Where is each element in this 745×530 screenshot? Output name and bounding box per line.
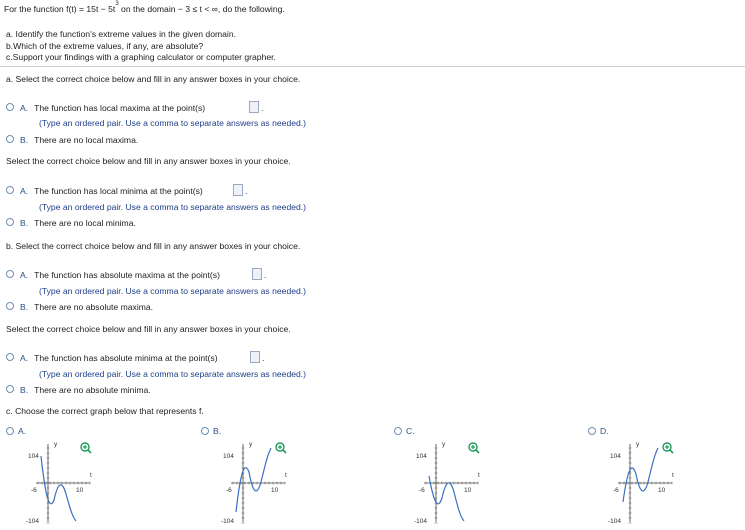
y-min-label: -104: [221, 518, 235, 525]
instruction-generic-1: Select the correct choice below and fill in any answer boxes in your choice.: [6, 156, 291, 166]
graph-plot: [32, 442, 92, 524]
graph-letter: D.: [600, 426, 609, 436]
y-axis-label: y: [636, 441, 640, 448]
function-curve: [236, 448, 271, 512]
radio-abs-min-b[interactable]: [6, 385, 14, 393]
answer-box-abs-min[interactable]: [250, 351, 260, 363]
option-abs-max-b[interactable]: B. There are no absolute maxima.: [20, 302, 154, 312]
radio-abs-max-b[interactable]: [6, 302, 14, 310]
radio-local-max-b[interactable]: [6, 135, 14, 143]
y-min-label: -104: [414, 518, 428, 525]
graph-letter: A.: [18, 426, 27, 436]
zoom-in-icon[interactable]: [275, 442, 287, 454]
y-min-label: -104: [608, 518, 622, 525]
graph-option-c[interactable]: [394, 426, 544, 526]
option-local-max-a[interactable]: A. The function has local maxima at the point(s): [20, 103, 206, 113]
graph-plot: [614, 442, 674, 524]
option-local-min-b[interactable]: B. There are no local minima.: [20, 218, 136, 228]
hint-local-min: (Type an ordered pair. Use a comma to separate answers as needed.): [39, 202, 307, 212]
zoom-in-icon[interactable]: [80, 442, 92, 454]
y-max-label: 104: [416, 453, 427, 460]
graph-letter: B.: [213, 426, 222, 436]
x-axis-label: t: [90, 472, 92, 479]
option-abs-min-b[interactable]: B. There are no absolute minima.: [20, 385, 151, 395]
option-local-min-a[interactable]: A. The function has local minima at the point(s): [20, 186, 203, 196]
radio-graph-d[interactable]: [588, 427, 596, 435]
graph-option-a[interactable]: [6, 426, 156, 526]
y-max-label: 104: [28, 453, 39, 460]
hint-abs-min: (Type an ordered pair. Use a comma to separate answers as needed.): [39, 369, 307, 379]
radio-local-min-b[interactable]: [6, 218, 14, 226]
task-c: c.Support your findings with a graphing calculator or computer grapher.: [6, 52, 276, 62]
x-min-label: -6: [31, 487, 37, 494]
radio-local-min-a[interactable]: [6, 186, 14, 194]
function-curve: [41, 456, 76, 521]
answer-box-local-max[interactable]: [249, 101, 259, 113]
hint-abs-max: (Type an ordered pair. Use a comma to separate answers as needed.): [39, 286, 307, 296]
x-min-label: -6: [419, 487, 425, 494]
x-max-label: 10: [464, 487, 472, 494]
graph-option-b[interactable]: [201, 426, 351, 526]
instruction-part-b: b. Select the correct choice below and fill in any answer boxes in your choice.: [6, 241, 301, 251]
option-abs-min-a[interactable]: A. The function has absolute minima at the point(s): [20, 353, 218, 363]
radio-graph-c[interactable]: [394, 427, 402, 435]
radio-graph-a[interactable]: [6, 427, 14, 435]
graph-plot: [227, 442, 287, 524]
graph-plot: [420, 442, 480, 524]
option-abs-max-a[interactable]: A. The function has absolute maxima at the point(s): [20, 270, 220, 280]
graph-option-d[interactable]: [588, 426, 738, 526]
function-curve: [623, 448, 658, 502]
divider: [0, 66, 745, 67]
y-axis-label: y: [249, 441, 253, 448]
graph-letter: C.: [406, 426, 415, 436]
x-max-label: 10: [76, 487, 84, 494]
option-local-max-b[interactable]: B. There are no local maxima.: [20, 135, 139, 145]
task-list: [6, 29, 276, 64]
y-axis-label: y: [54, 441, 58, 448]
radio-graph-b[interactable]: [201, 427, 209, 435]
x-axis-label: t: [478, 472, 480, 479]
x-min-label: -6: [613, 487, 619, 494]
radio-abs-min-a[interactable]: [6, 353, 14, 361]
y-max-label: 104: [610, 453, 621, 460]
x-max-label: 10: [271, 487, 279, 494]
answer-box-abs-max[interactable]: [252, 268, 262, 280]
instruction-generic-2: Select the correct choice below and fill in any answer boxes in your choice.: [6, 324, 291, 334]
y-max-label: 104: [223, 453, 234, 460]
x-axis-label: t: [672, 472, 674, 479]
question-text: For the function $f(t) = 15t - 5t^3$ on the domain − 3 ≤ t < ∞, do the following.: [4, 1, 285, 14]
instruction-part-c: c. Choose the correct graph below that represents f.: [6, 406, 204, 416]
y-axis-label: y: [442, 441, 446, 448]
instruction-part-a: a. Select the correct choice below and fill in any answer boxes in your choice.: [6, 74, 301, 84]
answer-box-local-min[interactable]: [233, 184, 243, 196]
x-min-label: -6: [226, 487, 232, 494]
zoom-in-icon[interactable]: [468, 442, 480, 454]
x-axis-label: t: [285, 472, 287, 479]
y-min-label: -104: [26, 518, 40, 525]
task-a: a. Identify the function's extreme values in the given domain.: [6, 29, 236, 39]
zoom-in-icon[interactable]: [662, 442, 674, 454]
hint-local-max: (Type an ordered pair. Use a comma to separate answers as needed.): [39, 118, 307, 128]
x-max-label: 10: [658, 487, 666, 494]
radio-abs-max-a[interactable]: [6, 270, 14, 278]
task-b: b.Which of the extreme values, if any, are absolute?: [6, 40, 204, 51]
radio-local-max-a[interactable]: [6, 103, 14, 111]
